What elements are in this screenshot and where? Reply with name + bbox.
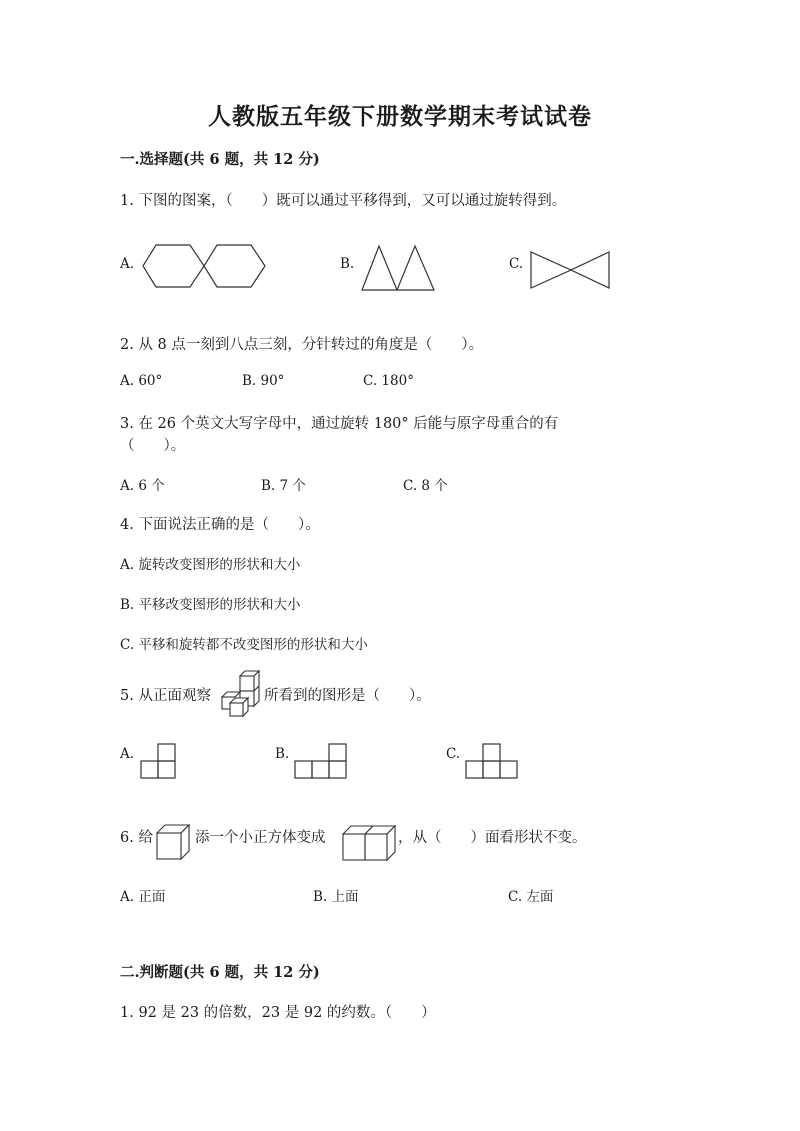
cube-stack-figure	[218, 670, 264, 720]
q3-option-c: C. 8 个	[403, 478, 448, 494]
q3-option-b: B. 7 个	[261, 478, 306, 494]
option-c-squares-figure	[465, 743, 520, 780]
two-triangles-figure	[360, 244, 438, 292]
question-5-text-after: 所看到的图形是（ ）。	[264, 688, 431, 704]
option-b-squares-figure	[294, 743, 349, 780]
question-3-text-line2: （ ）。	[120, 438, 186, 454]
q5-option-b-label: B.	[275, 746, 290, 762]
two-hexagons-figure	[140, 242, 268, 290]
q4-option-c: C. 平移和旋转都不改变图形的形状和大小	[120, 637, 368, 653]
q2-option-b: B. 90°	[242, 373, 285, 389]
q5-option-c-label: C.	[446, 746, 461, 762]
two-cubes-figure	[153, 820, 193, 866]
question-6-text-before: 6. 给	[120, 830, 153, 846]
question-4-text: 4. 下面说法正确的是（ ）。	[120, 517, 320, 533]
section-heading-choice: 一.选择题(共 6 题，共 12 分)	[120, 151, 320, 168]
q1-option-c-label: C.	[509, 256, 524, 272]
q1-option-a-label: A.	[120, 256, 135, 272]
option-a-squares-figure	[140, 743, 178, 780]
q4-option-a: A. 旋转改变图形的形状和大小	[120, 557, 301, 573]
q2-option-a: A. 60°	[120, 373, 163, 389]
question-5-text-before: 5. 从正面观察	[120, 688, 211, 704]
bowtie-figure	[529, 250, 613, 292]
question-6-text-after: ，从（ ）面看形状不变。	[398, 830, 587, 846]
question-6-text-middle: 添一个小正方体变成	[195, 830, 326, 846]
q6-option-c: C. 左面	[508, 889, 554, 905]
q4-option-b: B. 平移改变图形的形状和大小	[120, 597, 301, 613]
q2-option-c: C. 180°	[363, 373, 414, 389]
section-heading-judgment: 二.判断题(共 6 题，共 12 分)	[120, 964, 320, 981]
question-3-text-line1: 3. 在 26 个英文大写字母中，通过旋转 180° 后能与原字母重合的有	[120, 416, 559, 432]
q5-option-a-label: A.	[120, 746, 135, 762]
judgment-question-1-text: 1. 92 是 23 的倍数，23 是 92 的约数。（ ）	[120, 1005, 436, 1021]
q6-option-a: A. 正面	[120, 889, 166, 905]
question-2-text: 2. 从 8 点一刻到八点三刻，分针转过的角度是（ ）。	[120, 337, 484, 353]
combined-cubes-figure	[338, 820, 398, 866]
q1-option-b-label: B.	[340, 256, 355, 272]
q3-option-a: A. 6 个	[120, 478, 165, 494]
q6-option-b: B. 上面	[313, 889, 359, 905]
page-title: 人教版五年级下册数学期末考试试卷	[208, 103, 592, 130]
question-1-text: 1. 下图的图案，（ ）既可以通过平移得到，又可以通过旋转得到。	[120, 193, 567, 209]
